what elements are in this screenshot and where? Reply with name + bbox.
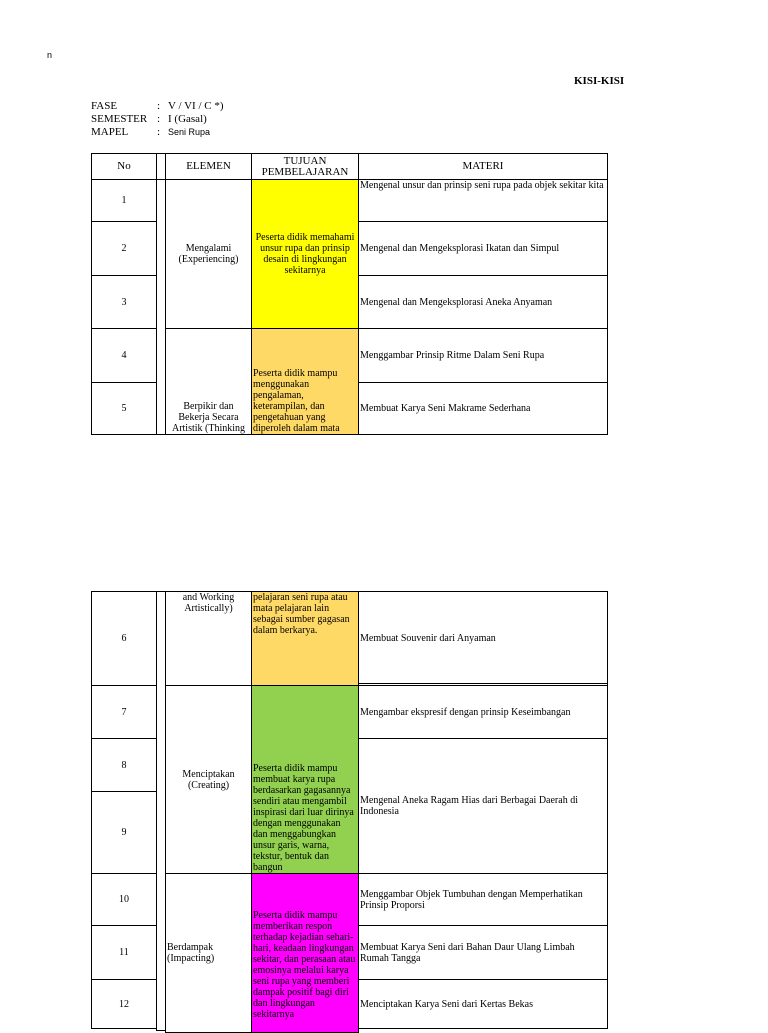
- tujuan-2-cont: pelajaran seni rupa atau mata pelajaran lain sebagai sumber gagasan dalam berkarya.: [251, 591, 359, 686]
- row-no-8: 8: [91, 738, 157, 792]
- header-tujuan: TUJUAN PEMBELAJARAN: [251, 153, 359, 180]
- semester-value: I (Gasal): [168, 113, 207, 125]
- double-rule: [358, 683, 608, 684]
- document-title: KISI-KISI: [574, 75, 625, 87]
- elemen-menciptakan: Menciptakan (Creating): [165, 685, 252, 874]
- header-no: No: [91, 153, 157, 180]
- tujuan-3: Peserta didik mampu membuat karya rupa berdasarkan gagasannya sendiri atau mengambil inspirasi dari luar dirinya dengan menggunakan dan menggabungkan unsur garis, warna, tekstur, bentuk dan bangun: [251, 685, 359, 874]
- materi-10: Menggambar Objek Tumbuhan dengan Memperhatikan Prinsip Proporsi: [358, 873, 608, 926]
- elemen-berpikir: Berpikir dan Bekerja Secara Artistik (Thinking: [165, 328, 252, 435]
- row-no-4: 4: [91, 328, 157, 383]
- meta-mapel: [91, 126, 210, 139]
- materi-7: Mengambar ekspresif dengan prinsip Keseimbangan: [358, 685, 608, 739]
- row-no-2: 2: [91, 221, 157, 276]
- tujuan-1: Peserta didik memahami unsur rupa dan prinsip desain di lingkungan sekitarnya: [251, 179, 359, 329]
- tujuan-4: Peserta didik mampu memberikan respon terhadap kejadian sehari-hari, keadaan lingkungan sekitar, dan perasaan atau emosinya melalui karya seni rupa yang memberi dampak positif bagi diri dan lingkungan sekitarnya: [251, 873, 359, 1033]
- fase-colon: :: [157, 100, 161, 112]
- materi-5: Membuat Karya Seni Makrame Sederhana: [358, 382, 608, 435]
- row-no-12: 12: [91, 979, 157, 1029]
- row-no-6: 6: [91, 591, 157, 686]
- row-no-3: 3: [91, 275, 157, 329]
- table-page-2: [91, 591, 608, 1024]
- materi-1: Mengenal unsur dan prinsip seni rupa pada objek sekitar kita: [358, 179, 608, 222]
- fase-value: V / VI / C *): [168, 100, 224, 112]
- table-page-1: [91, 153, 608, 435]
- materi-11: Membuat Karya Seni dari Bahan Daur Ulang Limbah Rumah Tangga: [358, 925, 608, 980]
- fase-label: FASE: [91, 100, 118, 112]
- row-no-10: 10: [91, 873, 157, 926]
- row-no-1: 1: [91, 179, 157, 222]
- row-no-9: 9: [91, 791, 157, 874]
- materi-2: Mengenal dan Mengeksplorasi Ikatan dan Simpul: [358, 221, 608, 276]
- semester-colon: :: [157, 113, 161, 125]
- elemen-mengalami: Mengalami (Experiencing): [165, 179, 252, 329]
- header-materi: MATERI: [358, 153, 608, 180]
- materi-8: Mengenal Aneka Ragam Hias dari Berbagai Daerah di Indonesia: [358, 738, 608, 874]
- row-no-11: 11: [91, 925, 157, 980]
- elemen-berpikir-cont: and Working Artistically): [165, 591, 252, 686]
- materi-12: Menciptakan Karya Seni dari Kertas Bekas: [358, 979, 608, 1029]
- mapel-label: MAPEL: [91, 126, 129, 138]
- materi-6: Membuat Souvenir dari Anyaman: [358, 591, 608, 686]
- row-no-7: 7: [91, 685, 157, 739]
- semester-label: SEMESTER: [91, 113, 148, 125]
- stray-mark: n: [47, 50, 53, 60]
- materi-4: Menggambar Prinsip Ritme Dalam Seni Rupa: [358, 328, 608, 383]
- meta-semester: [91, 113, 207, 126]
- materi-3: Mengenal dan Mengeksplorasi Aneka Anyaman: [358, 275, 608, 329]
- mapel-value: Seni Rupa: [168, 127, 211, 137]
- meta-fase: [91, 100, 224, 113]
- tujuan-2: Peserta didik mampu menggunakan pengalaman, keterampilan, dan pengetahuan yang diperoleh dalam mata: [251, 328, 359, 435]
- mapel-colon: :: [157, 126, 161, 138]
- row-no-5: 5: [91, 382, 157, 435]
- elemen-berdampak: Berdampak (Impacting): [165, 873, 252, 1033]
- header-elemen: ELEMEN: [165, 153, 252, 180]
